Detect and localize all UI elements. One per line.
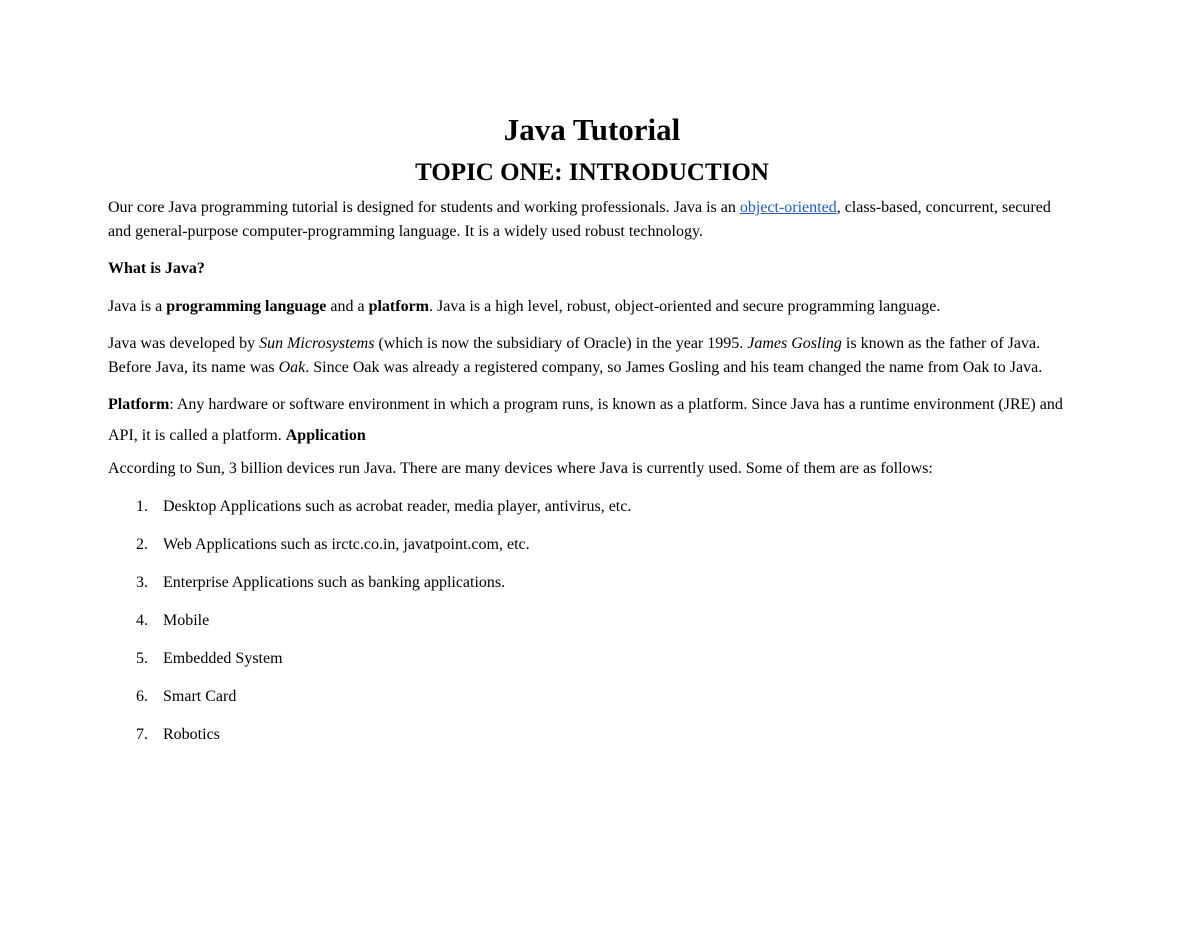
list-item [108, 609, 1076, 633]
platform-paragraph [108, 389, 1076, 451]
java-is-text-2: and a [326, 297, 369, 315]
list-item-text: Robotics [163, 725, 220, 743]
what-is-java-heading [108, 257, 1076, 281]
list-item [108, 685, 1076, 709]
list-item [108, 647, 1076, 671]
platform-definition-text: : Any hardware or software environment in which a program runs, is known as a platform. Since Java has a runtime environment (JRE) and API, it is called a platform. [108, 396, 1063, 444]
list-item-number: 1. [136, 497, 148, 515]
list-item-number: 6. [136, 687, 148, 705]
list-item-text: Smart Card [163, 687, 237, 705]
list-item [108, 533, 1076, 557]
history-text-4: . Since Oak was already a registered company, so James Gosling and his team changed the name from Oak to Java. [305, 358, 1043, 376]
list-item-text: Enterprise Applications such as banking applications. [163, 573, 506, 591]
history-paragraph [108, 332, 1076, 379]
java-is-paragraph [108, 295, 1076, 319]
platform-term-bold: Platform [108, 396, 170, 413]
applications-list [108, 495, 1076, 747]
document-page [108, 108, 1076, 761]
list-item-text: Embedded System [163, 649, 283, 667]
application-heading-bold: Application [285, 427, 366, 444]
document-title: Java Tutorial [503, 112, 681, 147]
java-is-text-3: . Java is a high level, robust, object-oriented and secure programming language. [429, 297, 941, 315]
sun-microsystems-italic: Sun Microsystems [259, 335, 375, 352]
oak-italic: Oak [278, 358, 306, 376]
list-item [108, 571, 1076, 595]
object-oriented-link[interactable]: object-oriented [739, 199, 837, 216]
according-paragraph: According to Sun, 3 billion devices run Java. There are many devices where Java is currently used. Some of them are as follows: [108, 460, 933, 477]
history-text-1: Java was developed by [108, 335, 260, 352]
list-item-text: Web Applications such as irctc.co.in, javatpoint.com, etc. [163, 535, 530, 553]
list-item-number: 7. [136, 725, 148, 743]
platform-bold: platform [368, 297, 429, 315]
james-gosling-italic: James Gosling [747, 335, 842, 352]
java-is-text-1: Java is a [108, 297, 167, 315]
list-item-text: Mobile [163, 611, 210, 629]
document-subtitle: TOPIC ONE: INTRODUCTION [415, 159, 769, 186]
history-text-2: (which is now the subsidiary of Oracle) in the year 1995. [374, 335, 748, 352]
intro-text-after-link: , class-based, concurrent, secured and general-purpose computer-programming language. It is a widely used robust technology. [108, 199, 1051, 240]
list-item-text: Desktop Applications such as acrobat reader, media player, antivirus, etc. [163, 497, 632, 515]
list-item-number: 2. [136, 535, 148, 553]
list-item-number: 3. [136, 573, 148, 591]
list-item-number: 4. [136, 611, 148, 629]
intro-paragraph [108, 196, 1076, 243]
intro-text-before-link: Our core Java programming tutorial is designed for students and working professionals. Java is an [108, 199, 740, 216]
list-item [108, 495, 1076, 519]
list-item [108, 723, 1076, 747]
history-text-3: is known as the father of Java. Before Java, its name was [108, 335, 1041, 376]
list-item-number: 5. [136, 649, 148, 667]
what-is-java-heading-text: What is Java? [108, 260, 205, 277]
programming-language-bold: programming language [166, 297, 327, 315]
